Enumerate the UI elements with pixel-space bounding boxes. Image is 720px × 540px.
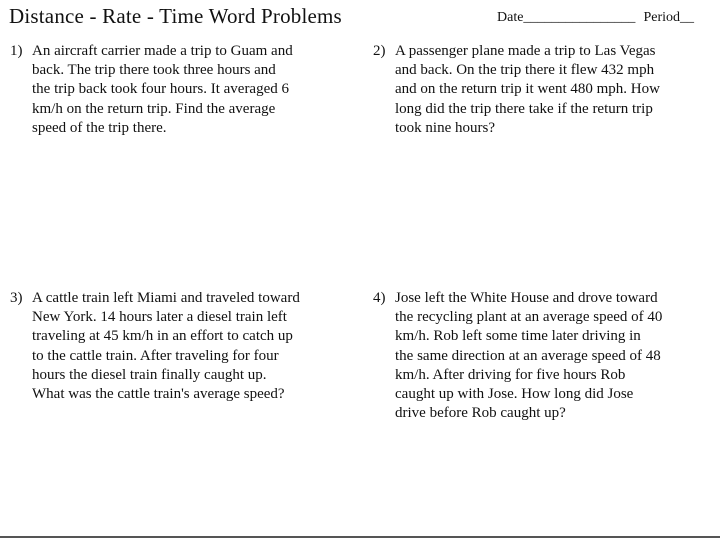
problem-text: A cattle train left Miami and traveled toward New York. 14 hours later a diesel train left traveling at 45 km/h in an effort to catch up to the cattle train. After traveling for four hours the diesel train finally caught up. What was the cattle train's average speed? bbox=[32, 290, 300, 403]
problem-4 bbox=[373, 289, 703, 422]
bottom-divider bbox=[0, 536, 720, 538]
problem-1 bbox=[10, 42, 330, 142]
problem-3 bbox=[10, 289, 330, 409]
date-field: Date________________ bbox=[497, 10, 636, 25]
worksheet-title: Distance - Rate - Time Word Problems bbox=[9, 4, 342, 28]
problem-text: Jose left the White House and drove toward the recycling plant at an average speed of 40 km/h. Rob left some time later driving in the same direction at an average speed of 48 km/h. After driving for five hours Rob caught up with Jose. How long did Jose drive before Rob caught up? bbox=[395, 290, 663, 422]
period-field: Period__ bbox=[643, 10, 694, 25]
problem-number: 4) bbox=[373, 290, 386, 306]
problem-text: A passenger plane made a trip to Las Vegas and back. On the trip there it flew 432 mph and on the return trip it went 480 mph. How long did the trip there take if the return trip took nine hours? bbox=[395, 43, 660, 136]
problem-number: 1) bbox=[10, 43, 23, 59]
problem-number: 2) bbox=[373, 43, 386, 59]
problem-text: An aircraft carrier made a trip to Guam and back. The trip there took three hours and the trip back took four hours. It averaged 6 km/h on the return trip. Find the average speed of the trip there. bbox=[32, 43, 293, 136]
header-fields bbox=[497, 10, 694, 26]
problem-2 bbox=[373, 42, 703, 142]
problem-number: 3) bbox=[10, 290, 23, 306]
